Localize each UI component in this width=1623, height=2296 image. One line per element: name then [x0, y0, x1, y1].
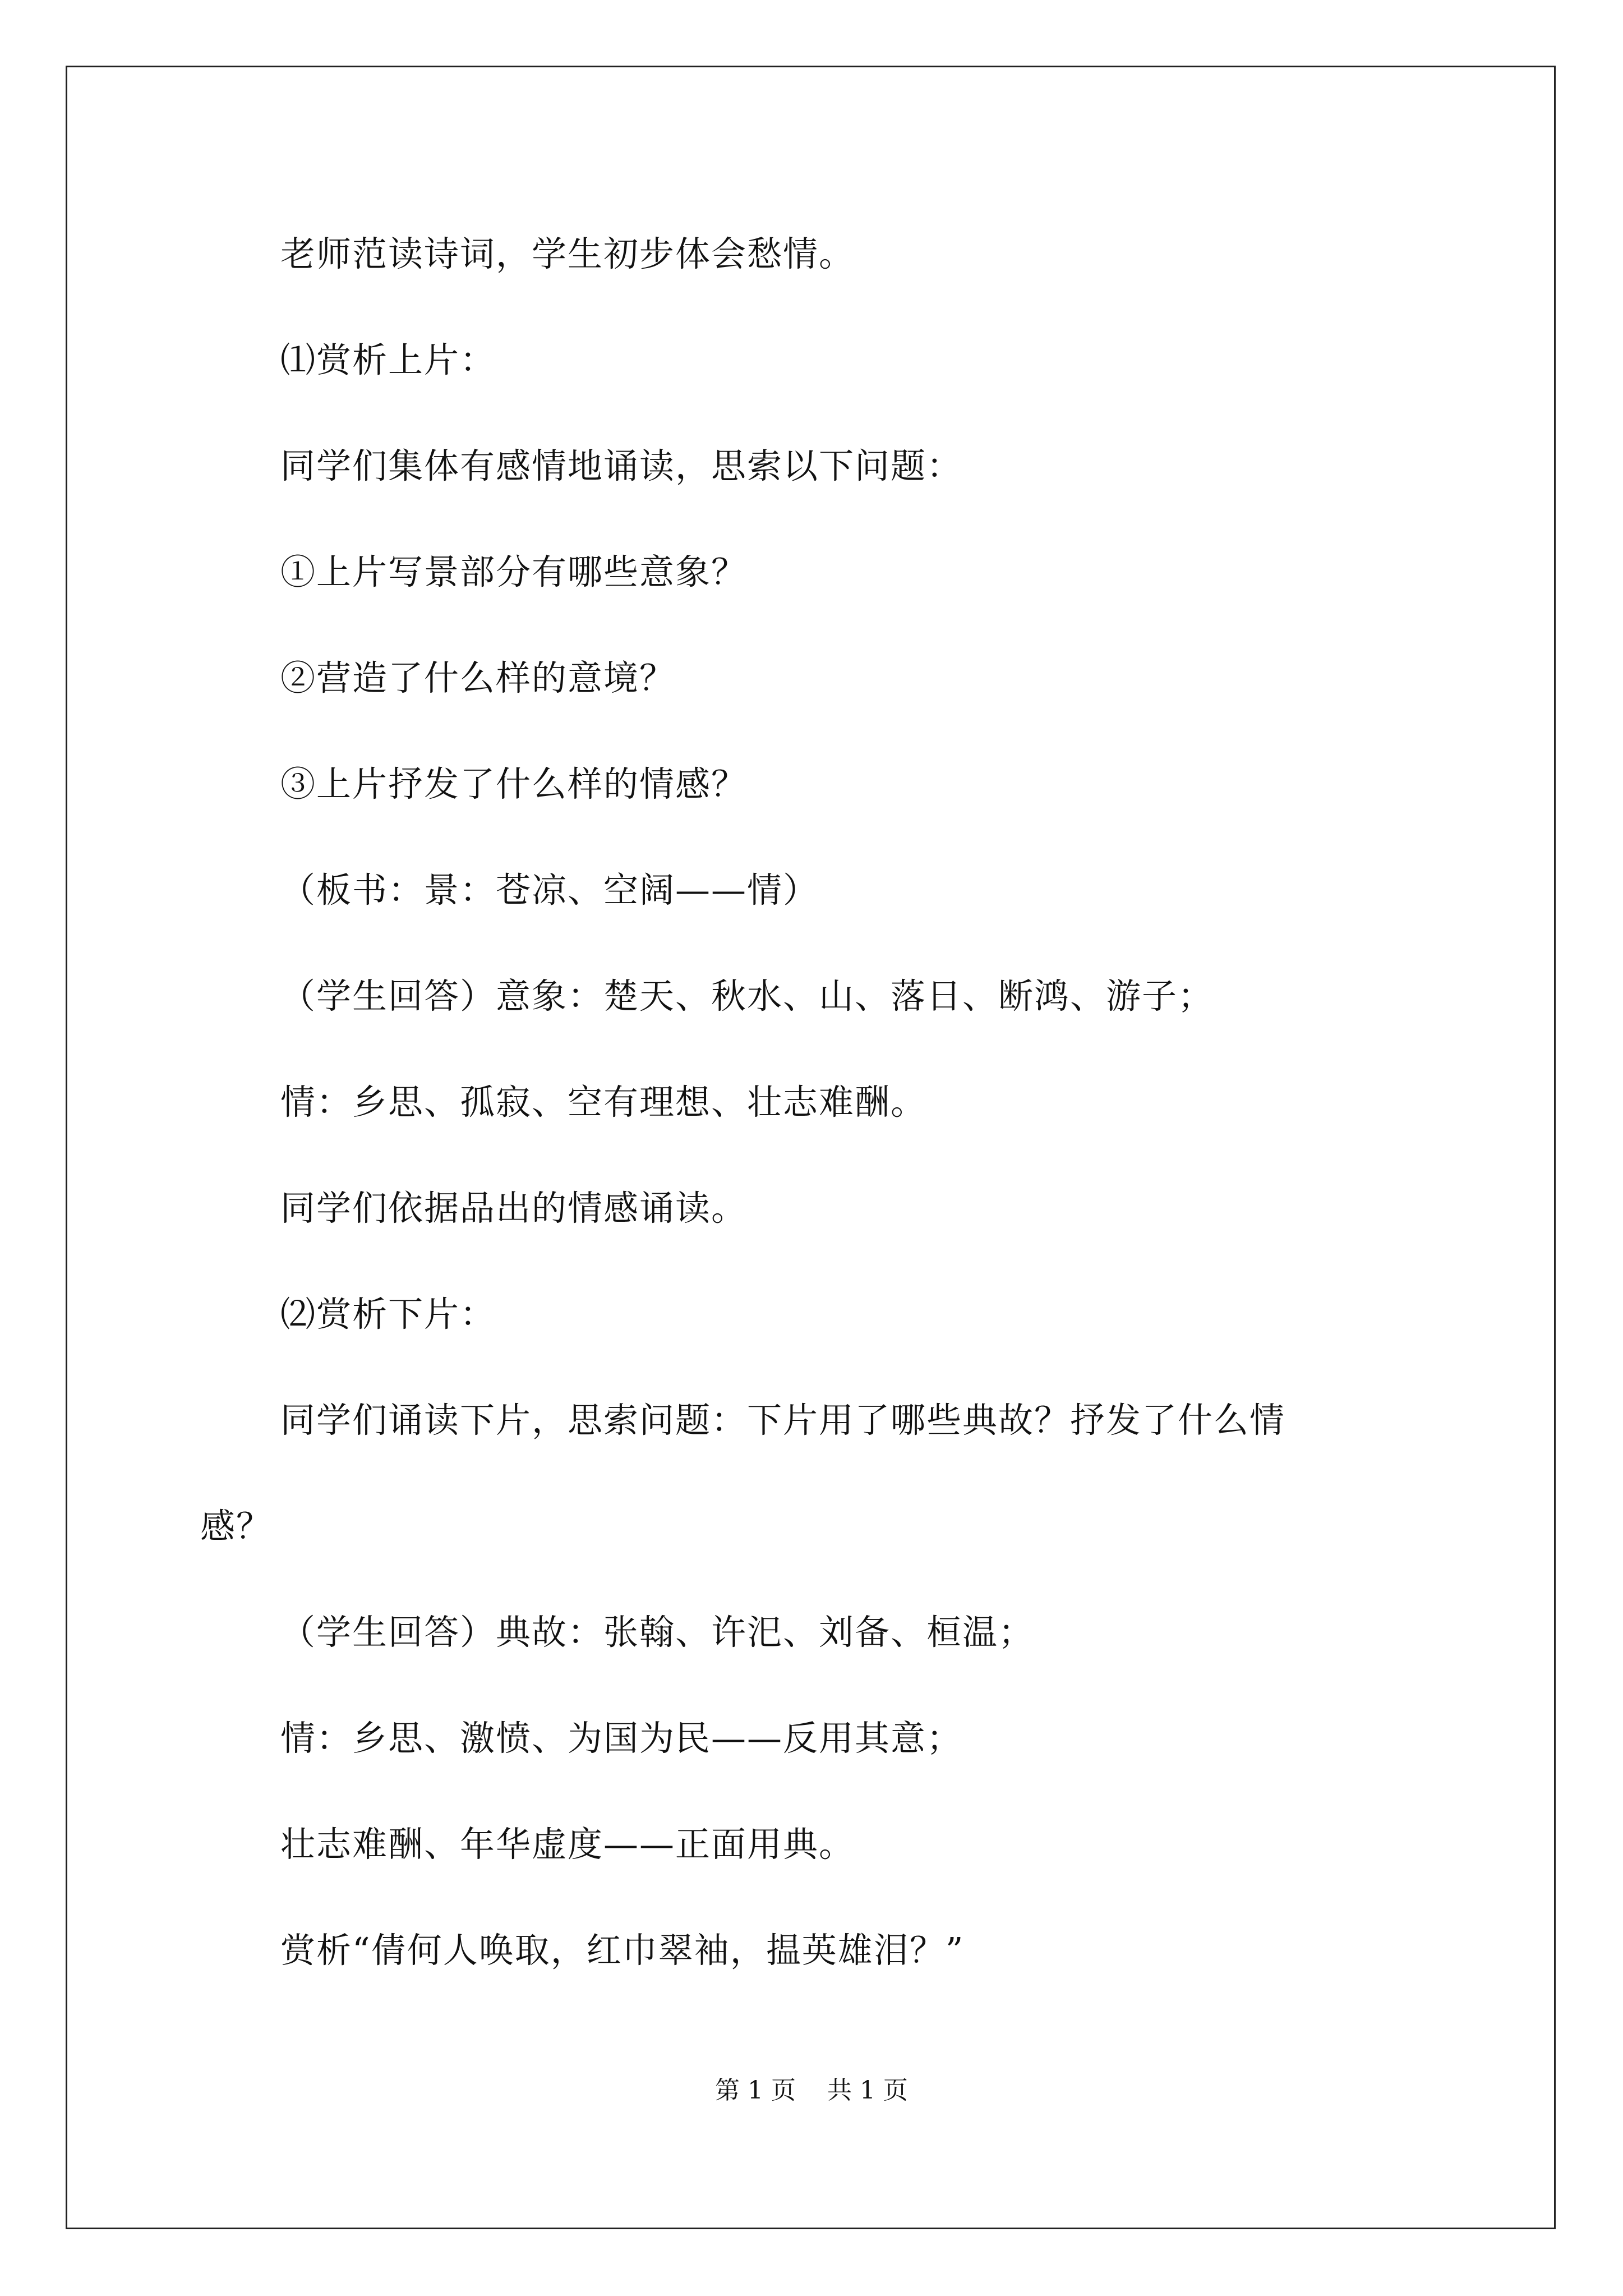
paragraph: 同学们依据品出的情感诵读。 [280, 1188, 748, 1228]
question: ①上片写景部分有哪些意象？ [280, 551, 748, 592]
page-border [66, 66, 1556, 2229]
section-heading: ⑵赏析下片： [280, 1294, 496, 1335]
question: ②营造了什么样的意境？ [280, 657, 676, 698]
paragraph: 壮志难酬、年华虚度——正面用典。 [280, 1824, 855, 1865]
paragraph: 情：乡思、激愤、为国为民——反用其意； [280, 1718, 963, 1759]
page-number: 第 1 页 共 1 页 [715, 2076, 908, 2105]
paragraph: （学生回答）典故：张翰、许汜、刘备、桓温； [280, 1612, 1035, 1653]
blackboard-note: （板书：景：苍凉、空阔——情） [280, 869, 819, 910]
paragraph: 情：乡思、孤寂、空有理想、壮志难酬。 [280, 1082, 927, 1122]
paragraph: （学生回答）意象：楚天、秋水、山、落日、断鸿、游子； [280, 976, 1214, 1016]
paragraph-continuation: 感？ [200, 1506, 273, 1547]
paragraph: 老师范读诗词，学生初步体会愁情。 [280, 233, 855, 274]
paragraph: 同学们集体有感情地诵读，思索以下问题： [280, 445, 963, 486]
question: ③上片抒发了什么样的情感？ [280, 763, 748, 804]
section-heading: ⑴赏析上片： [280, 339, 496, 380]
paragraph: 同学们诵读下片，思索问题：下片用了哪些典故？抒发了什么情 [280, 1400, 1286, 1441]
paragraph: 赏析“倩何人唤取，红巾翠袖，揾英雄泪？” [280, 1930, 965, 1971]
